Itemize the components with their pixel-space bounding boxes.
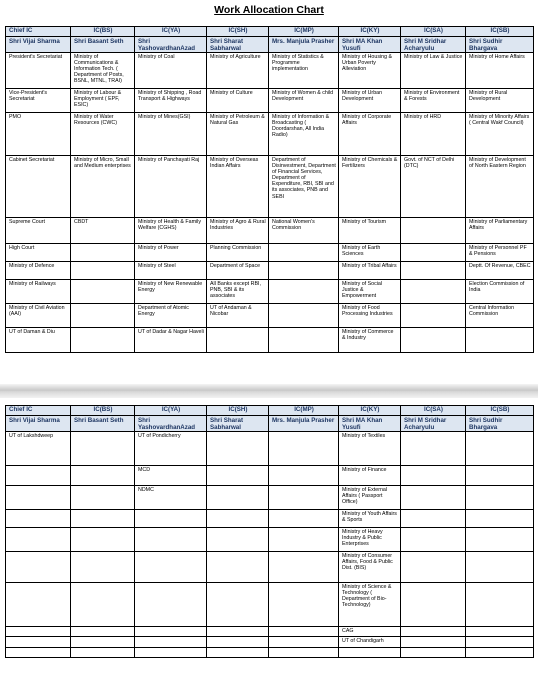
allocation-cell (466, 648, 534, 658)
allocation-cell: UT of Daman & Diu (6, 328, 71, 353)
allocation-cell: PMO (6, 113, 71, 156)
allocation-cell: Ministry of Commerce & Industry (339, 328, 401, 353)
allocation-cell: Ministry of Chemicals & Fertilizers (339, 156, 401, 218)
allocation-cell (401, 328, 466, 353)
allocation-cell: Ministry of Labour & Employment ( EPF, ESIC) (71, 89, 135, 113)
allocation-cell: Ministry of Micro, Small and Medium enterprises (71, 156, 135, 218)
allocation-cell (269, 486, 339, 510)
allocation-table-page-2 (5, 405, 534, 658)
allocation-table-page-1 (5, 26, 534, 353)
column-header: IC(YA) (135, 406, 207, 416)
column-header: IC(MP) (269, 406, 339, 416)
allocation-cell: Ministry of Petroleum & Natural Gas (207, 113, 269, 156)
allocation-cell: UT of Lakshdweep (6, 432, 71, 466)
allocation-cell: CBDT (71, 218, 135, 244)
officer-name: Shri MA Khan Yusufi (339, 416, 401, 432)
allocation-cell (269, 432, 339, 466)
allocation-cell (401, 486, 466, 510)
allocation-cell (269, 244, 339, 262)
allocation-cell: Department of Space (207, 262, 269, 280)
allocation-cell: Election Commission of India (466, 280, 534, 304)
allocation-cell (269, 262, 339, 280)
allocation-cell (401, 528, 466, 552)
allocation-cell (269, 627, 339, 637)
table-row (6, 486, 534, 510)
allocation-cell: Ministry of Tribal Affairs (339, 262, 401, 280)
allocation-cell (71, 583, 135, 627)
allocation-cell (401, 244, 466, 262)
allocation-cell: Cabinet Secretariat (6, 156, 71, 218)
officer-name: Shri M Sridhar Acharyulu (401, 416, 466, 432)
column-header: IC(SA) (401, 406, 466, 416)
allocation-cell (71, 432, 135, 466)
allocation-cell (71, 510, 135, 528)
allocation-cell (401, 510, 466, 528)
allocation-cell (269, 637, 339, 648)
allocation-cell: UT of Dadar & Nagar Haveli (135, 328, 207, 353)
column-header: IC(KY) (339, 406, 401, 416)
allocation-cell (401, 552, 466, 583)
allocation-cell: Ministry of Statistics & Programme implementation (269, 53, 339, 89)
allocation-cell: Department of Atomic Energy (135, 304, 207, 328)
allocation-cell (269, 648, 339, 658)
allocation-cell (207, 486, 269, 510)
column-header: IC(BS) (71, 406, 135, 416)
allocation-cell (269, 552, 339, 583)
allocation-cell: Ministry of Health & Family Welfare (CGHS) (135, 218, 207, 244)
table-row (6, 53, 534, 89)
allocation-cell (466, 528, 534, 552)
allocation-cell (71, 627, 135, 637)
allocation-cell: Deptt. Of Revenue, CBEC (466, 262, 534, 280)
officer-name: Shri YashovardhanAzad (135, 416, 207, 432)
officer-name: Mrs. Manjula Prasher (269, 416, 339, 432)
allocation-cell (207, 328, 269, 353)
allocation-cell (466, 486, 534, 510)
allocation-cell: Ministry of Railways (6, 280, 71, 304)
allocation-cell (466, 432, 534, 466)
allocation-cell (401, 637, 466, 648)
allocation-cell (6, 552, 71, 583)
table-row (6, 648, 534, 658)
officer-name: Shri Sharat Sabharwal (207, 416, 269, 432)
allocation-cell (71, 304, 135, 328)
table-row (6, 528, 534, 552)
allocation-cell: Ministry of Home Affairs (466, 53, 534, 89)
table-row (6, 262, 534, 280)
allocation-cell: Department of Disinvestment, Department of Financial Services, Department of Expenditure, RBI, SBI and its associates, PNB and SEBI (269, 156, 339, 218)
allocation-cell (135, 528, 207, 552)
allocation-cell (269, 510, 339, 528)
allocation-cell: Ministry of Earth Sciences (339, 244, 401, 262)
allocation-cell (135, 552, 207, 583)
allocation-cell: Ministry of Agriculture (207, 53, 269, 89)
allocation-cell: Ministry of Textiles (339, 432, 401, 466)
allocation-cell (71, 528, 135, 552)
allocation-cell (401, 648, 466, 658)
allocation-cell: Ministry of External Affairs ( Passport Office) (339, 486, 401, 510)
table-row (6, 637, 534, 648)
page-title: Work Allocation Chart (214, 4, 324, 16)
allocation-cell: Ministry of Steel (135, 262, 207, 280)
table-row (6, 89, 534, 113)
allocation-cell (135, 583, 207, 627)
allocation-cell: All Banks except RBI, PNB, SBI & its associates (207, 280, 269, 304)
allocation-cell: Ministry of Parliamentary Affairs (466, 218, 534, 244)
allocation-cell: Ministry of Civil Aviation (AAI) (6, 304, 71, 328)
table-row (6, 432, 534, 466)
allocation-cell: Ministry of Rural Development (466, 89, 534, 113)
allocation-cell (207, 648, 269, 658)
allocation-cell (401, 466, 466, 486)
table-row (6, 244, 534, 262)
allocation-cell (401, 304, 466, 328)
allocation-cell (269, 304, 339, 328)
allocation-cell (6, 486, 71, 510)
allocation-cell (71, 552, 135, 583)
officer-name: Shri M Sridhar Acharyulu (401, 37, 466, 53)
allocation-cell (6, 648, 71, 658)
officer-name: Shri Sudhir Bhargava (466, 416, 534, 432)
allocation-cell (71, 262, 135, 280)
allocation-cell: Ministry of Heavy Industry & Public Enterprises (339, 528, 401, 552)
allocation-cell (401, 432, 466, 466)
allocation-cell: Ministry of Corporate Affairs (339, 113, 401, 156)
allocation-cell (6, 528, 71, 552)
table-row (6, 218, 534, 244)
column-header: IC(SA) (401, 27, 466, 37)
column-header: Chief IC (6, 406, 71, 416)
allocation-cell: Ministry of Minority Affairs ( Central Wakf Council) (466, 113, 534, 156)
officer-name: Shri Sharat Sabharwal (207, 37, 269, 53)
allocation-cell (71, 244, 135, 262)
table-row (6, 304, 534, 328)
officer-name: Shri Vijai Sharma (6, 37, 71, 53)
column-header: IC(YA) (135, 27, 207, 37)
allocation-cell (466, 328, 534, 353)
allocation-cell (207, 583, 269, 627)
allocation-cell: Ministry of Shipping , Road Transport & Highways (135, 89, 207, 113)
allocation-cell: Ministry of Panchayati Raj (135, 156, 207, 218)
allocation-cell (207, 528, 269, 552)
allocation-cell (6, 583, 71, 627)
allocation-cell (269, 466, 339, 486)
column-header: IC(SH) (207, 406, 269, 416)
column-header: Chief IC (6, 27, 71, 37)
officer-name: Shri Sudhir Bhargava (466, 37, 534, 53)
table-row (6, 156, 534, 218)
officer-name: Shri MA Khan Yusufi (339, 37, 401, 53)
allocation-cell (71, 648, 135, 658)
allocation-cell: Ministry of Power (135, 244, 207, 262)
column-header: IC(KY) (339, 27, 401, 37)
allocation-cell (207, 552, 269, 583)
allocation-cell: CAG (339, 627, 401, 637)
allocation-cell (135, 648, 207, 658)
column-header: IC(MP) (269, 27, 339, 37)
allocation-cell: President's Secretariat (6, 53, 71, 89)
allocation-cell (71, 328, 135, 353)
allocation-cell (401, 583, 466, 627)
allocation-cell: Ministry of Consumer Affairs, Food & Public Dist. (BIS) (339, 552, 401, 583)
allocation-cell (207, 627, 269, 637)
table-row (6, 328, 534, 353)
allocation-cell: Central Information Commission (466, 304, 534, 328)
allocation-cell: MCD (135, 466, 207, 486)
officer-name: Shri Vijai Sharma (6, 416, 71, 432)
allocation-cell: Ministry of Agro & Rural Industries (207, 218, 269, 244)
allocation-cell: Ministry of Mines(GSI) (135, 113, 207, 156)
allocation-cell (401, 627, 466, 637)
column-header: IC(SH) (207, 27, 269, 37)
allocation-cell: Ministry of Overseas Indian Affairs (207, 156, 269, 218)
allocation-cell: Ministry of Youth Affairs & Sports (339, 510, 401, 528)
page-break (0, 384, 538, 398)
officer-name: Shri Basant Seth (71, 37, 135, 53)
allocation-cell: Ministry of Defence (6, 262, 71, 280)
allocation-cell: Ministry of New Renewable Energy (135, 280, 207, 304)
allocation-cell (466, 627, 534, 637)
allocation-cell: Planning Commission (207, 244, 269, 262)
officer-name: Mrs. Manjula Prasher (269, 37, 339, 53)
allocation-cell: Ministry of Culture (207, 89, 269, 113)
allocation-cell: Supreme Court (6, 218, 71, 244)
allocation-cell (466, 466, 534, 486)
allocation-cell (466, 637, 534, 648)
allocation-cell: Ministry of Women & child Development (269, 89, 339, 113)
allocation-cell (207, 432, 269, 466)
officer-name: Shri YashovardhanAzad (135, 37, 207, 53)
allocation-cell: Ministry of Science & Technology ( Department of Bio-Technology) (339, 583, 401, 627)
allocation-cell: Ministry of Finance (339, 466, 401, 486)
allocation-cell (339, 648, 401, 658)
allocation-cell: Ministry of Tourism (339, 218, 401, 244)
allocation-cell (6, 466, 71, 486)
allocation-cell: Govt. of NCT of Delhi (DTC) (401, 156, 466, 218)
allocation-cell (207, 637, 269, 648)
allocation-cell (401, 218, 466, 244)
allocation-cell: Ministry of Social Justice & Empowerment (339, 280, 401, 304)
allocation-cell (207, 466, 269, 486)
allocation-cell: Ministry of Coal (135, 53, 207, 89)
table-row (6, 552, 534, 583)
allocation-cell: Ministry of Law & Justice (401, 53, 466, 89)
allocation-cell (71, 486, 135, 510)
table-row (6, 466, 534, 486)
allocation-cell: Ministry of Personnel PF & Pensions (466, 244, 534, 262)
allocation-cell: Ministry of Information & Broadcasting ( Doordarshan, All India Radio) (269, 113, 339, 156)
table-row (6, 113, 534, 156)
allocation-cell (6, 510, 71, 528)
allocation-cell: UT of Chandigarh (339, 637, 401, 648)
allocation-cell: UT of Pondicherry (135, 432, 207, 466)
allocation-cell: Ministry of Environment & Forests (401, 89, 466, 113)
allocation-cell (401, 262, 466, 280)
allocation-cell (466, 583, 534, 627)
allocation-cell (401, 280, 466, 304)
allocation-cell (269, 328, 339, 353)
allocation-cell: Ministry of Urban Development (339, 89, 401, 113)
allocation-cell (135, 637, 207, 648)
column-header: IC(BS) (71, 27, 135, 37)
allocation-cell (207, 510, 269, 528)
table-row (6, 280, 534, 304)
allocation-cell (6, 627, 71, 637)
allocation-cell (466, 552, 534, 583)
allocation-cell: Ministry of Water Resources (CWC) (71, 113, 135, 156)
allocation-cell: Ministry of Development of North Eastern Region (466, 156, 534, 218)
allocation-cell: Vice-President's Secretariat (6, 89, 71, 113)
column-header: IC(SB) (466, 27, 534, 37)
allocation-cell (269, 583, 339, 627)
allocation-cell (466, 510, 534, 528)
allocation-cell (135, 627, 207, 637)
allocation-cell (269, 280, 339, 304)
allocation-cell (6, 637, 71, 648)
allocation-cell (71, 637, 135, 648)
allocation-cell: High Court (6, 244, 71, 262)
table-row (6, 583, 534, 627)
allocation-cell (269, 528, 339, 552)
allocation-cell: Ministry of HRD (401, 113, 466, 156)
allocation-cell (71, 280, 135, 304)
officer-name: Shri Basant Seth (71, 416, 135, 432)
allocation-cell (135, 510, 207, 528)
allocation-cell: UT of Andaman & Nicobar (207, 304, 269, 328)
table-row (6, 510, 534, 528)
allocation-cell: NDMC (135, 486, 207, 510)
allocation-cell: National Women's Commission (269, 218, 339, 244)
table-row (6, 627, 534, 637)
allocation-cell (71, 466, 135, 486)
column-header: IC(SB) (466, 406, 534, 416)
allocation-cell: Ministry of Food Processing Industries (339, 304, 401, 328)
allocation-cell: Ministry of Communications & Information Tech. ( Department of Posts, BSNL, MTNL, TRAI) (71, 53, 135, 89)
allocation-cell: Ministry of Housing & Urban Poverty Alleviation (339, 53, 401, 89)
